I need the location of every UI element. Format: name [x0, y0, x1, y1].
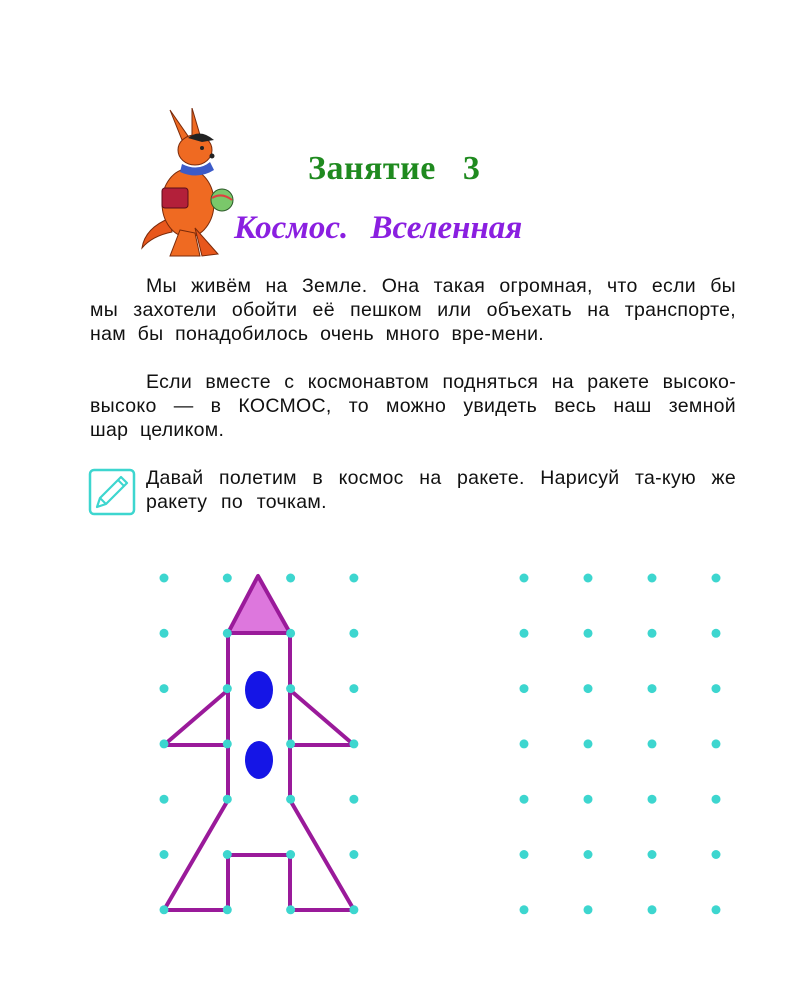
grid-dot: [286, 629, 295, 638]
grid-dot: [648, 629, 657, 638]
grid-dot: [648, 684, 657, 693]
grid-dot: [712, 905, 721, 914]
lesson-subtitle: Космос. Вселенная: [234, 210, 523, 246]
lesson-title: Занятие 3: [308, 150, 481, 187]
grid-dot: [349, 684, 358, 693]
grid-dot: [520, 905, 529, 914]
grid-dot: [223, 850, 232, 859]
grid-dot: [349, 905, 358, 914]
grid-dot: [648, 795, 657, 804]
grid-dot: [160, 574, 169, 583]
paragraph-space: Если вместе с космонавтом подняться на ракете высоко-высоко — в КОСМОС, то можно увидеть весь наш земной шар целиком.: [90, 371, 736, 441]
dot-grid-right: [520, 574, 721, 915]
grid-dot: [349, 574, 358, 583]
grid-dot: [223, 684, 232, 693]
grid-dot: [160, 629, 169, 638]
grid-dot: [520, 739, 529, 748]
grid-dot: [223, 739, 232, 748]
grid-dot: [223, 574, 232, 583]
grid-dot: [349, 795, 358, 804]
grid-dot: [712, 795, 721, 804]
paragraph-intro: Мы живём на Земле. Она такая огромная, что если бы мы захотели обойти её пешком или объехать на транспорте, нам бы понадобилось очень много вре-мени.: [90, 275, 736, 345]
grid-dot: [520, 574, 529, 583]
grid-dot: [160, 739, 169, 748]
grid-dot: [349, 629, 358, 638]
grid-dot: [712, 850, 721, 859]
rocket-nose: [228, 576, 290, 633]
grid-dot: [520, 684, 529, 693]
grid-dot: [223, 795, 232, 804]
grid-dot: [584, 629, 593, 638]
grid-dot: [584, 684, 593, 693]
grid-dot: [584, 850, 593, 859]
grid-dot: [223, 629, 232, 638]
grid-dot: [712, 629, 721, 638]
grid-dot: [584, 739, 593, 748]
task-text: Давай полетим в космос на ракете. Нарисуй та-кую же ракету по точкам.: [146, 467, 736, 513]
grid-dot: [160, 795, 169, 804]
grid-dot: [286, 574, 295, 583]
grid-dot: [286, 850, 295, 859]
grid-dot: [520, 795, 529, 804]
grid-dot: [648, 905, 657, 914]
grid-dot: [160, 850, 169, 859]
rocket-example: [164, 576, 354, 910]
grid-dot: [712, 574, 721, 583]
grid-dot: [223, 905, 232, 914]
grid-dot: [584, 795, 593, 804]
grid-dot: [286, 684, 295, 693]
grid-dot: [648, 574, 657, 583]
grid-dot: [584, 574, 593, 583]
grid-dot: [648, 739, 657, 748]
grid-dot: [160, 905, 169, 914]
grid-dot: [712, 739, 721, 748]
grid-dot: [286, 905, 295, 914]
rocket-window-bottom: [245, 741, 273, 779]
rocket-right-wing: [290, 690, 354, 745]
grid-dot: [712, 684, 721, 693]
grid-dot: [286, 739, 295, 748]
rocket-left-wing: [164, 690, 228, 745]
grid-dot: [584, 905, 593, 914]
rocket-window-top: [245, 671, 273, 709]
grid-dot: [520, 629, 529, 638]
grid-dot: [349, 739, 358, 748]
grid-dot: [160, 684, 169, 693]
grid-dot: [349, 850, 358, 859]
grid-dot: [520, 850, 529, 859]
grid-dot: [286, 795, 295, 804]
grid-dot: [648, 850, 657, 859]
